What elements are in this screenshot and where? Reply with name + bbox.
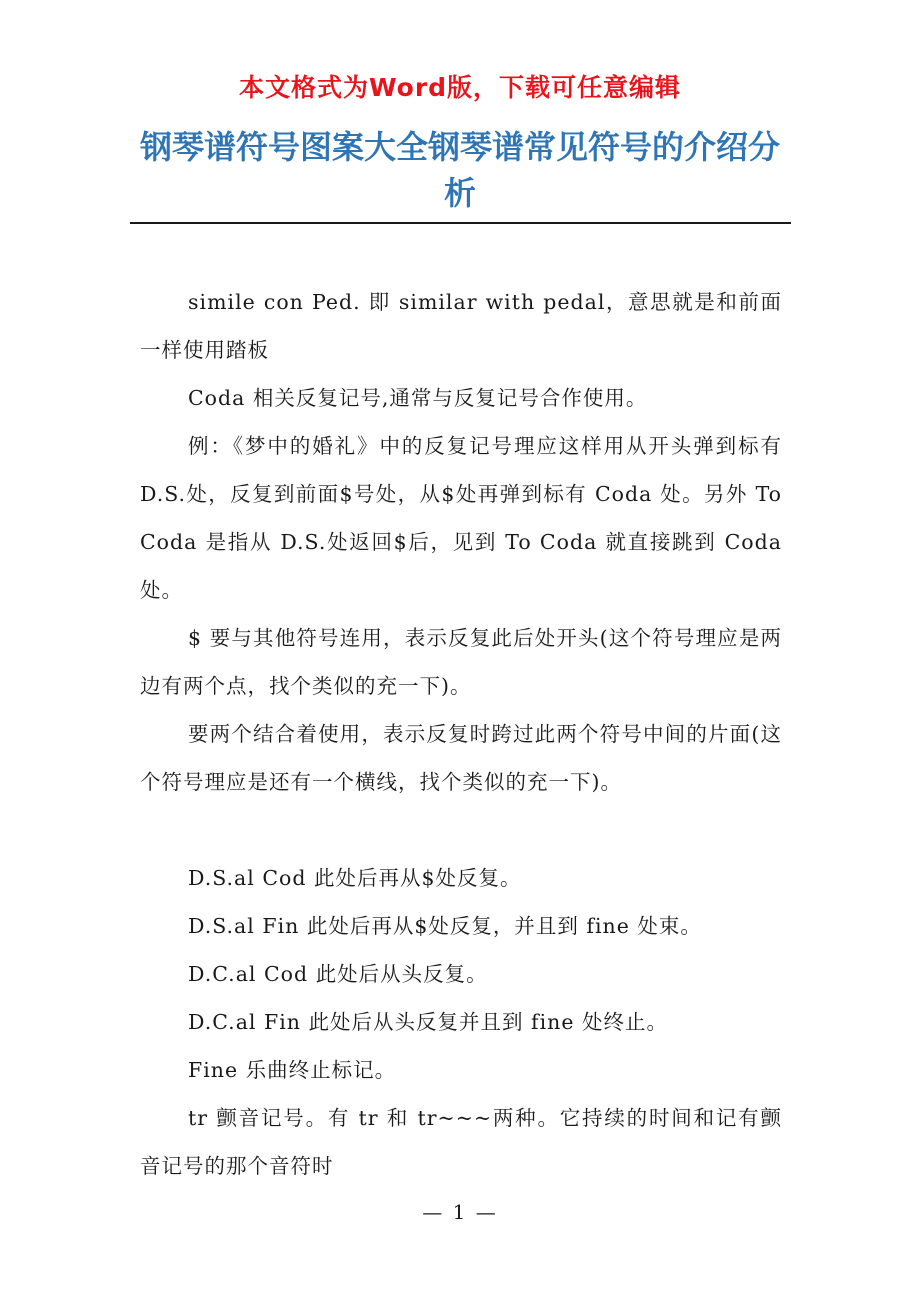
title-divider [130,222,791,224]
paragraph-ds-al-fin: D.S.al Fin 此处后再从$处反复，并且到 fine 处束。 [188,914,702,938]
paragraph-coda: Coda 相关反复记号,通常与反复记号合作使用。 [188,386,648,410]
format-notice-banner: 本文格式为Word版，下载可任意编辑 [238,73,682,102]
paragraph-dc-al-fin: D.C.al Fin 此处后从头反复并且到 fine 处终止。 [188,1010,668,1034]
document-body [140,278,782,1190]
paragraph-fine: Fine 乐曲终止标记。 [188,1058,397,1082]
paragraph-gap [140,806,782,854]
paragraph-skip: 要两个结合着使用，表示反复时跨过此两个符号中间的片面(这个符号理应是还有一个横线，找个类似的充一下)。 [140,722,782,794]
paragraph-segno: $ 要与其他符号连用，表示反复此后处开头(这个符号理应是两边有两个点，找个类似的充一下)。 [140,626,782,698]
paragraph-trill: tr 颤音记号。有 tr 和 tr~~~两种。它持续的时间和记有颤音记号的那个音符时 [140,1106,782,1178]
paragraph-example: 例：《梦中的婚礼》中的反复记号理应这样用从开头弹到标有 D.S.处，反复到前面$号处，从$处再弹到标有 Coda 处。另外 To Coda 是指从 D.S.处返回$后，见到 To Coda 就直接跳到 Coda 处。 [140,434,782,602]
paragraph-simile: simile con Ped. 即 similar with pedal，意思就是和前面一样使用踏板 [140,290,782,362]
paragraph-ds-al-cod: D.S.al Cod 此处后再从$处反复。 [188,866,522,890]
document-title: 钢琴谱符号图案大全钢琴谱常见符号的介绍分析 [139,128,780,212]
paragraph-dc-al-cod: D.C.al Cod 此处后从头反复。 [188,962,488,986]
page-number: — 1 — [422,1200,498,1224]
